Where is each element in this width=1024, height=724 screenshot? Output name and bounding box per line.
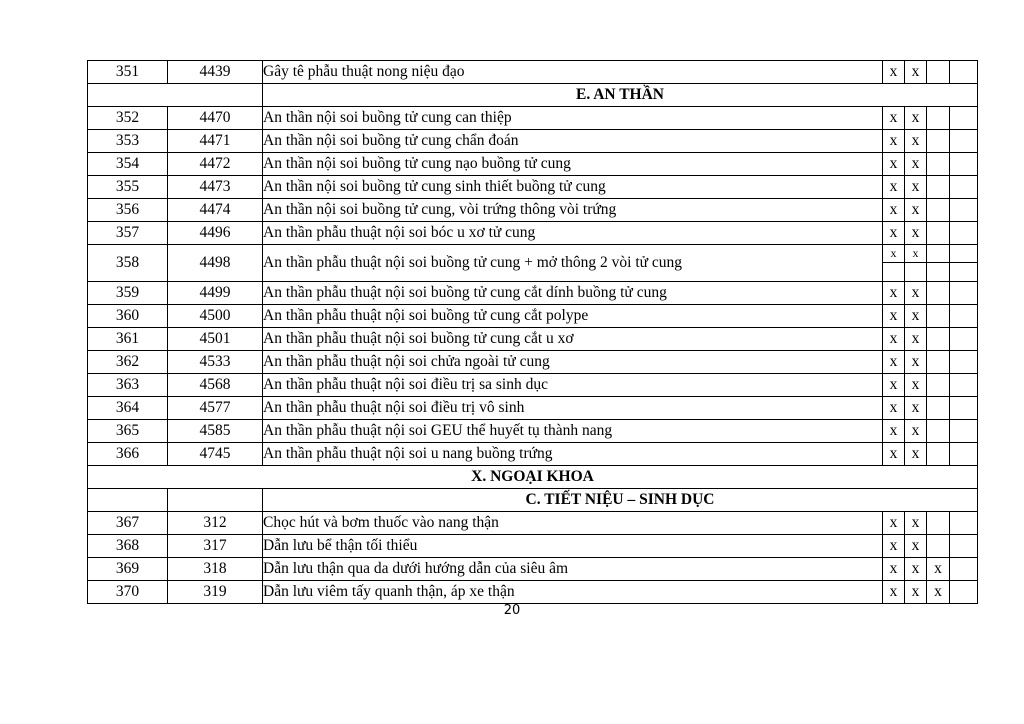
row-mark-2: x — [905, 558, 927, 581]
row-mark-3-cell — [927, 245, 950, 282]
row-mark-3 — [927, 61, 950, 84]
row-mark-1: x — [883, 107, 905, 130]
row-mark-2: x — [905, 581, 927, 604]
row-code: 312 — [168, 512, 263, 535]
row-mark-1-cell — [883, 245, 905, 282]
row-stt: 360 — [88, 305, 168, 328]
row-stt: 353 — [88, 130, 168, 153]
row-code: 317 — [168, 535, 263, 558]
row-stt: 359 — [88, 282, 168, 305]
row-name: Gây tê phẫu thuật nong niệu đạo — [263, 61, 883, 84]
row-name: Dẫn lưu bể thận tối thiểu — [263, 535, 883, 558]
table-row — [88, 581, 978, 604]
table-row — [88, 328, 978, 351]
row-mark-1: x — [883, 245, 904, 263]
row-mark-3 — [927, 328, 950, 351]
row-code: 4496 — [168, 222, 263, 245]
row-mark-1: x — [883, 199, 905, 222]
row-mark-3 — [927, 397, 950, 420]
row-mark-2: x — [905, 153, 927, 176]
row-stt: 355 — [88, 176, 168, 199]
row-name: An thần nội soi buồng tử cung nạo buồng tử cung — [263, 153, 883, 176]
row-mark-1: x — [883, 328, 905, 351]
row-mark-2: x — [905, 61, 927, 84]
row-mark-1: x — [883, 558, 905, 581]
table-row — [88, 61, 978, 84]
row-name: An thần phẫu thuật nội soi buồng tử cung cắt u xơ — [263, 328, 883, 351]
row-mark-3 — [927, 535, 950, 558]
table-row — [88, 107, 978, 130]
table-row — [88, 535, 978, 558]
table-row — [88, 420, 978, 443]
row-mark-1: x — [883, 535, 905, 558]
row-mark-3: x — [927, 581, 950, 604]
row-mark-2: x — [905, 397, 927, 420]
row-stt: 351 — [88, 61, 168, 84]
row-name: An thần phẫu thuật nội soi buồng tử cung cắt polype — [263, 305, 883, 328]
row-code: 4473 — [168, 176, 263, 199]
row-mark-2: x — [905, 351, 927, 374]
table-row — [88, 153, 978, 176]
row-mark-3 — [927, 374, 950, 397]
row-mark-4 — [950, 245, 977, 263]
row-mark-3 — [927, 512, 950, 535]
row-mark-2: x — [905, 374, 927, 397]
row-code: 4577 — [168, 397, 263, 420]
row-name: An thần phẫu thuật nội soi buồng tử cung + mở thông 2 vòi tử cung — [263, 245, 883, 282]
row-mark-1: x — [883, 305, 905, 328]
row-code: 4474 — [168, 199, 263, 222]
row-mark-3 — [927, 199, 950, 222]
page-number: 20 — [503, 603, 521, 618]
table-row — [88, 443, 978, 466]
row-code: 4500 — [168, 305, 263, 328]
row-mark-3 — [927, 420, 950, 443]
row-mark-4 — [950, 535, 978, 558]
row-mark-1: x — [883, 443, 905, 466]
section-row — [88, 84, 978, 107]
row-name: Dẫn lưu thận qua da dưới hướng dẫn của siêu âm — [263, 558, 883, 581]
chapter-row — [88, 466, 978, 489]
row-mark-2-cell — [905, 245, 927, 282]
row-mark-1: x — [883, 512, 905, 535]
row-name: An thần phẫu thuật nội soi GEU thể huyết tụ thành nang — [263, 420, 883, 443]
row-mark-1: x — [883, 374, 905, 397]
row-mark-4 — [950, 558, 978, 581]
row-mark-1: x — [883, 176, 905, 199]
row-mark-4 — [950, 61, 978, 84]
row-stt: 368 — [88, 535, 168, 558]
row-mark-3 — [927, 305, 950, 328]
row-stt: 366 — [88, 443, 168, 466]
row-mark-2: x — [905, 199, 927, 222]
row-name: An thần nội soi buồng tử cung chẩn đoán — [263, 130, 883, 153]
row-code: 4499 — [168, 282, 263, 305]
table-row — [88, 176, 978, 199]
row-mark-4 — [950, 176, 978, 199]
row-code: 4501 — [168, 328, 263, 351]
row-code: 4533 — [168, 351, 263, 374]
row-name: Dẫn lưu viêm tấy quanh thận, áp xe thận — [263, 581, 883, 604]
row-mark-1: x — [883, 61, 905, 84]
row-stt: 364 — [88, 397, 168, 420]
row-mark-1: x — [883, 581, 905, 604]
row-mark-3 — [927, 153, 950, 176]
row-mark-4 — [950, 130, 978, 153]
row-name: An thần phẫu thuật nội soi điều trị vô sinh — [263, 397, 883, 420]
table-row — [88, 351, 978, 374]
row-code: 4568 — [168, 374, 263, 397]
row-mark-2: x — [905, 222, 927, 245]
row-mark-3 — [927, 107, 950, 130]
row-mark-4 — [950, 328, 978, 351]
row-mark-4 — [950, 420, 978, 443]
row-mark-2: x — [905, 443, 927, 466]
row-mark-1: x — [883, 222, 905, 245]
row-mark-1: x — [883, 351, 905, 374]
row-mark-3 — [927, 176, 950, 199]
row-code: 4472 — [168, 153, 263, 176]
row-stt: 365 — [88, 420, 168, 443]
row-stt: 356 — [88, 199, 168, 222]
section-row — [88, 489, 978, 512]
row-code: 318 — [168, 558, 263, 581]
chapter-title: X. NGOẠI KHOA — [88, 466, 978, 489]
row-mark-4 — [950, 199, 978, 222]
row-mark-4 — [950, 305, 978, 328]
table-row — [88, 374, 978, 397]
row-stt: 357 — [88, 222, 168, 245]
row-mark-2: x — [905, 107, 927, 130]
row-stt: 361 — [88, 328, 168, 351]
row-mark-3 — [927, 443, 950, 466]
row-name: An thần phẫu thuật nội soi u nang buồng trứng — [263, 443, 883, 466]
section-title: E. AN THẦN — [263, 84, 978, 107]
row-stt: 363 — [88, 374, 168, 397]
row-mark-4-cell — [950, 245, 978, 282]
procedure-table — [87, 60, 978, 604]
row-mark-3 — [927, 282, 950, 305]
row-mark-2: x — [905, 245, 926, 263]
row-name: An thần phẫu thuật nội soi chửa ngoài tử cung — [263, 351, 883, 374]
row-stt: 369 — [88, 558, 168, 581]
row-mark-3 — [927, 222, 950, 245]
row-code: 319 — [168, 581, 263, 604]
table-row — [88, 282, 978, 305]
row-code: 4585 — [168, 420, 263, 443]
table-row — [88, 397, 978, 420]
row-mark-4 — [950, 222, 978, 245]
row-mark-4 — [950, 443, 978, 466]
row-mark-1: x — [883, 130, 905, 153]
row-code: 4498 — [168, 245, 263, 282]
row-stt: 358 — [88, 245, 168, 282]
row-code: 4470 — [168, 107, 263, 130]
row-mark-2: x — [905, 282, 927, 305]
row-mark-4 — [950, 374, 978, 397]
row-mark-2: x — [905, 328, 927, 351]
row-name: An thần nội soi buồng tử cung sinh thiết buồng tử cung — [263, 176, 883, 199]
row-mark-2: x — [905, 512, 927, 535]
section-blank — [88, 84, 263, 107]
row-code: 4439 — [168, 61, 263, 84]
row-mark-4 — [950, 397, 978, 420]
row-stt: 362 — [88, 351, 168, 374]
row-mark-1: x — [883, 420, 905, 443]
table-row — [88, 222, 978, 245]
row-mark-2: x — [905, 420, 927, 443]
row-name: An thần phẫu thuật nội soi điều trị sa sinh dục — [263, 374, 883, 397]
row-stt: 367 — [88, 512, 168, 535]
row-mark-2: x — [905, 535, 927, 558]
row-mark-3 — [927, 245, 949, 263]
row-mark-3: x — [927, 558, 950, 581]
row-mark-1: x — [883, 397, 905, 420]
section-blank — [168, 489, 263, 512]
table-row — [88, 305, 978, 328]
section-title: C. TIẾT NIỆU – SINH DỤC — [263, 489, 978, 512]
row-code: 4471 — [168, 130, 263, 153]
row-stt: 354 — [88, 153, 168, 176]
table-row — [88, 199, 978, 222]
row-code: 4745 — [168, 443, 263, 466]
row-mark-4 — [950, 512, 978, 535]
table-row — [88, 130, 978, 153]
row-mark-4 — [950, 581, 978, 604]
table-row — [88, 512, 978, 535]
row-name: Chọc hút và bơm thuốc vào nang thận — [263, 512, 883, 535]
row-mark-3 — [927, 351, 950, 374]
row-mark-1: x — [883, 282, 905, 305]
row-mark-1: x — [883, 153, 905, 176]
row-name: An thần nội soi buồng tử cung, vòi trứng thông vòi trứng — [263, 199, 883, 222]
row-mark-4 — [950, 107, 978, 130]
table-row — [88, 558, 978, 581]
row-stt: 370 — [88, 581, 168, 604]
row-mark-4 — [950, 351, 978, 374]
row-name: An thần phẫu thuật nội soi bóc u xơ tử cung — [263, 222, 883, 245]
row-mark-2: x — [905, 305, 927, 328]
row-mark-4 — [950, 153, 978, 176]
row-mark-4 — [950, 282, 978, 305]
row-mark-3 — [927, 130, 950, 153]
row-mark-2: x — [905, 176, 927, 199]
section-blank — [88, 489, 168, 512]
table-row — [88, 245, 978, 282]
row-name: An thần phẫu thuật nội soi buồng tử cung cắt dính buồng tử cung — [263, 282, 883, 305]
row-mark-2: x — [905, 130, 927, 153]
row-name: An thần nội soi buồng tử cung can thiệp — [263, 107, 883, 130]
row-stt: 352 — [88, 107, 168, 130]
